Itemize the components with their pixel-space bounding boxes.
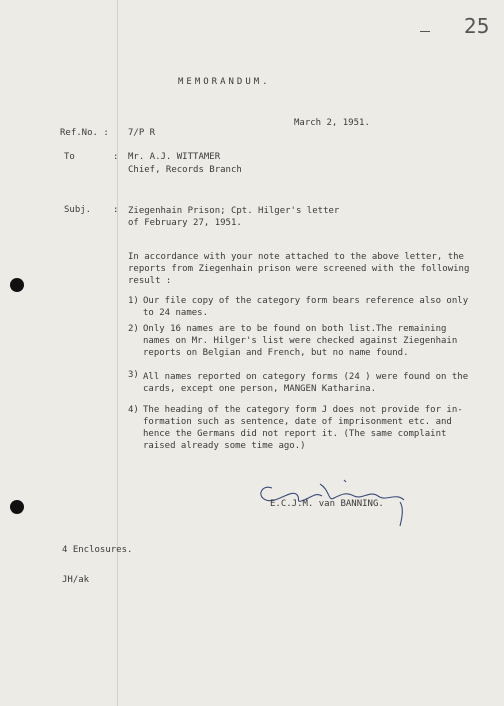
subj-colon: : (113, 205, 119, 215)
item-2-number: 2) (128, 324, 139, 334)
item-4-line-1: The heading of the category form J does not provide for in- (143, 405, 463, 415)
ref-value: 7/P R (128, 128, 156, 138)
item-4-line-4: raised already some time ago.) (143, 441, 306, 451)
enclosures: 4 Enclosures. (62, 545, 133, 555)
memo-title: MEMORANDUM. (178, 77, 271, 87)
item-4-line-2: formation such as sentence, date of imprisonment etc. and (143, 417, 452, 427)
to-line-1: Mr. A.J. WITTAMER (128, 152, 221, 162)
punch-hole-top (10, 278, 24, 292)
item-3-number: 3) (128, 370, 139, 380)
page-number: 25 (464, 14, 490, 38)
item-1-line-2: to 24 names. (143, 308, 209, 318)
item-4-number: 4) (128, 405, 139, 415)
to-colon: : (113, 152, 119, 162)
subj-line-2: of February 27, 1951. (128, 218, 242, 228)
to-line-2: Chief, Records Branch (128, 165, 242, 175)
ref-label: Ref.No. : (60, 128, 109, 138)
typist-initials: JH/ak (62, 575, 90, 585)
subj-label: Subj. (64, 205, 92, 215)
subj-line-1: Ziegenhain Prison; Cpt. Hilger's letter (128, 206, 340, 216)
item-2-line-2: names on Mr. Hilger's list were checked against Ziegenhain (143, 336, 458, 346)
item-2-line-1: Only 16 names are to be found on both list.The remaining (143, 324, 447, 334)
intro-line-3: result : (128, 276, 172, 286)
item-3-line-1: All names reported on category forms (24 ) were found on the (143, 372, 469, 382)
item-4-line-3: hence the Germans did not report it. (The same complaint (143, 429, 447, 439)
item-2-line-3: reports on Belgian and French, but no name found. (143, 348, 409, 358)
top-dash-mark (420, 31, 430, 32)
item-1-line-1: Our file copy of the category form bears reference also only (143, 296, 469, 306)
memo-date: March 2, 1951. (294, 118, 370, 128)
signatory-name: E.C.J.M. van BANNING. (270, 499, 384, 509)
to-label: To (64, 152, 75, 162)
item-1-number: 1) (128, 296, 139, 306)
punch-hole-bottom (10, 500, 24, 514)
intro-line-1: In accordance with your note attached to the above letter, the (128, 252, 464, 262)
intro-line-2: reports from Ziegenhain prison were screened with the following (128, 264, 470, 274)
margin-line (117, 0, 118, 706)
item-3-line-2: cards, except one person, MANGEN Katharina. (143, 384, 376, 394)
